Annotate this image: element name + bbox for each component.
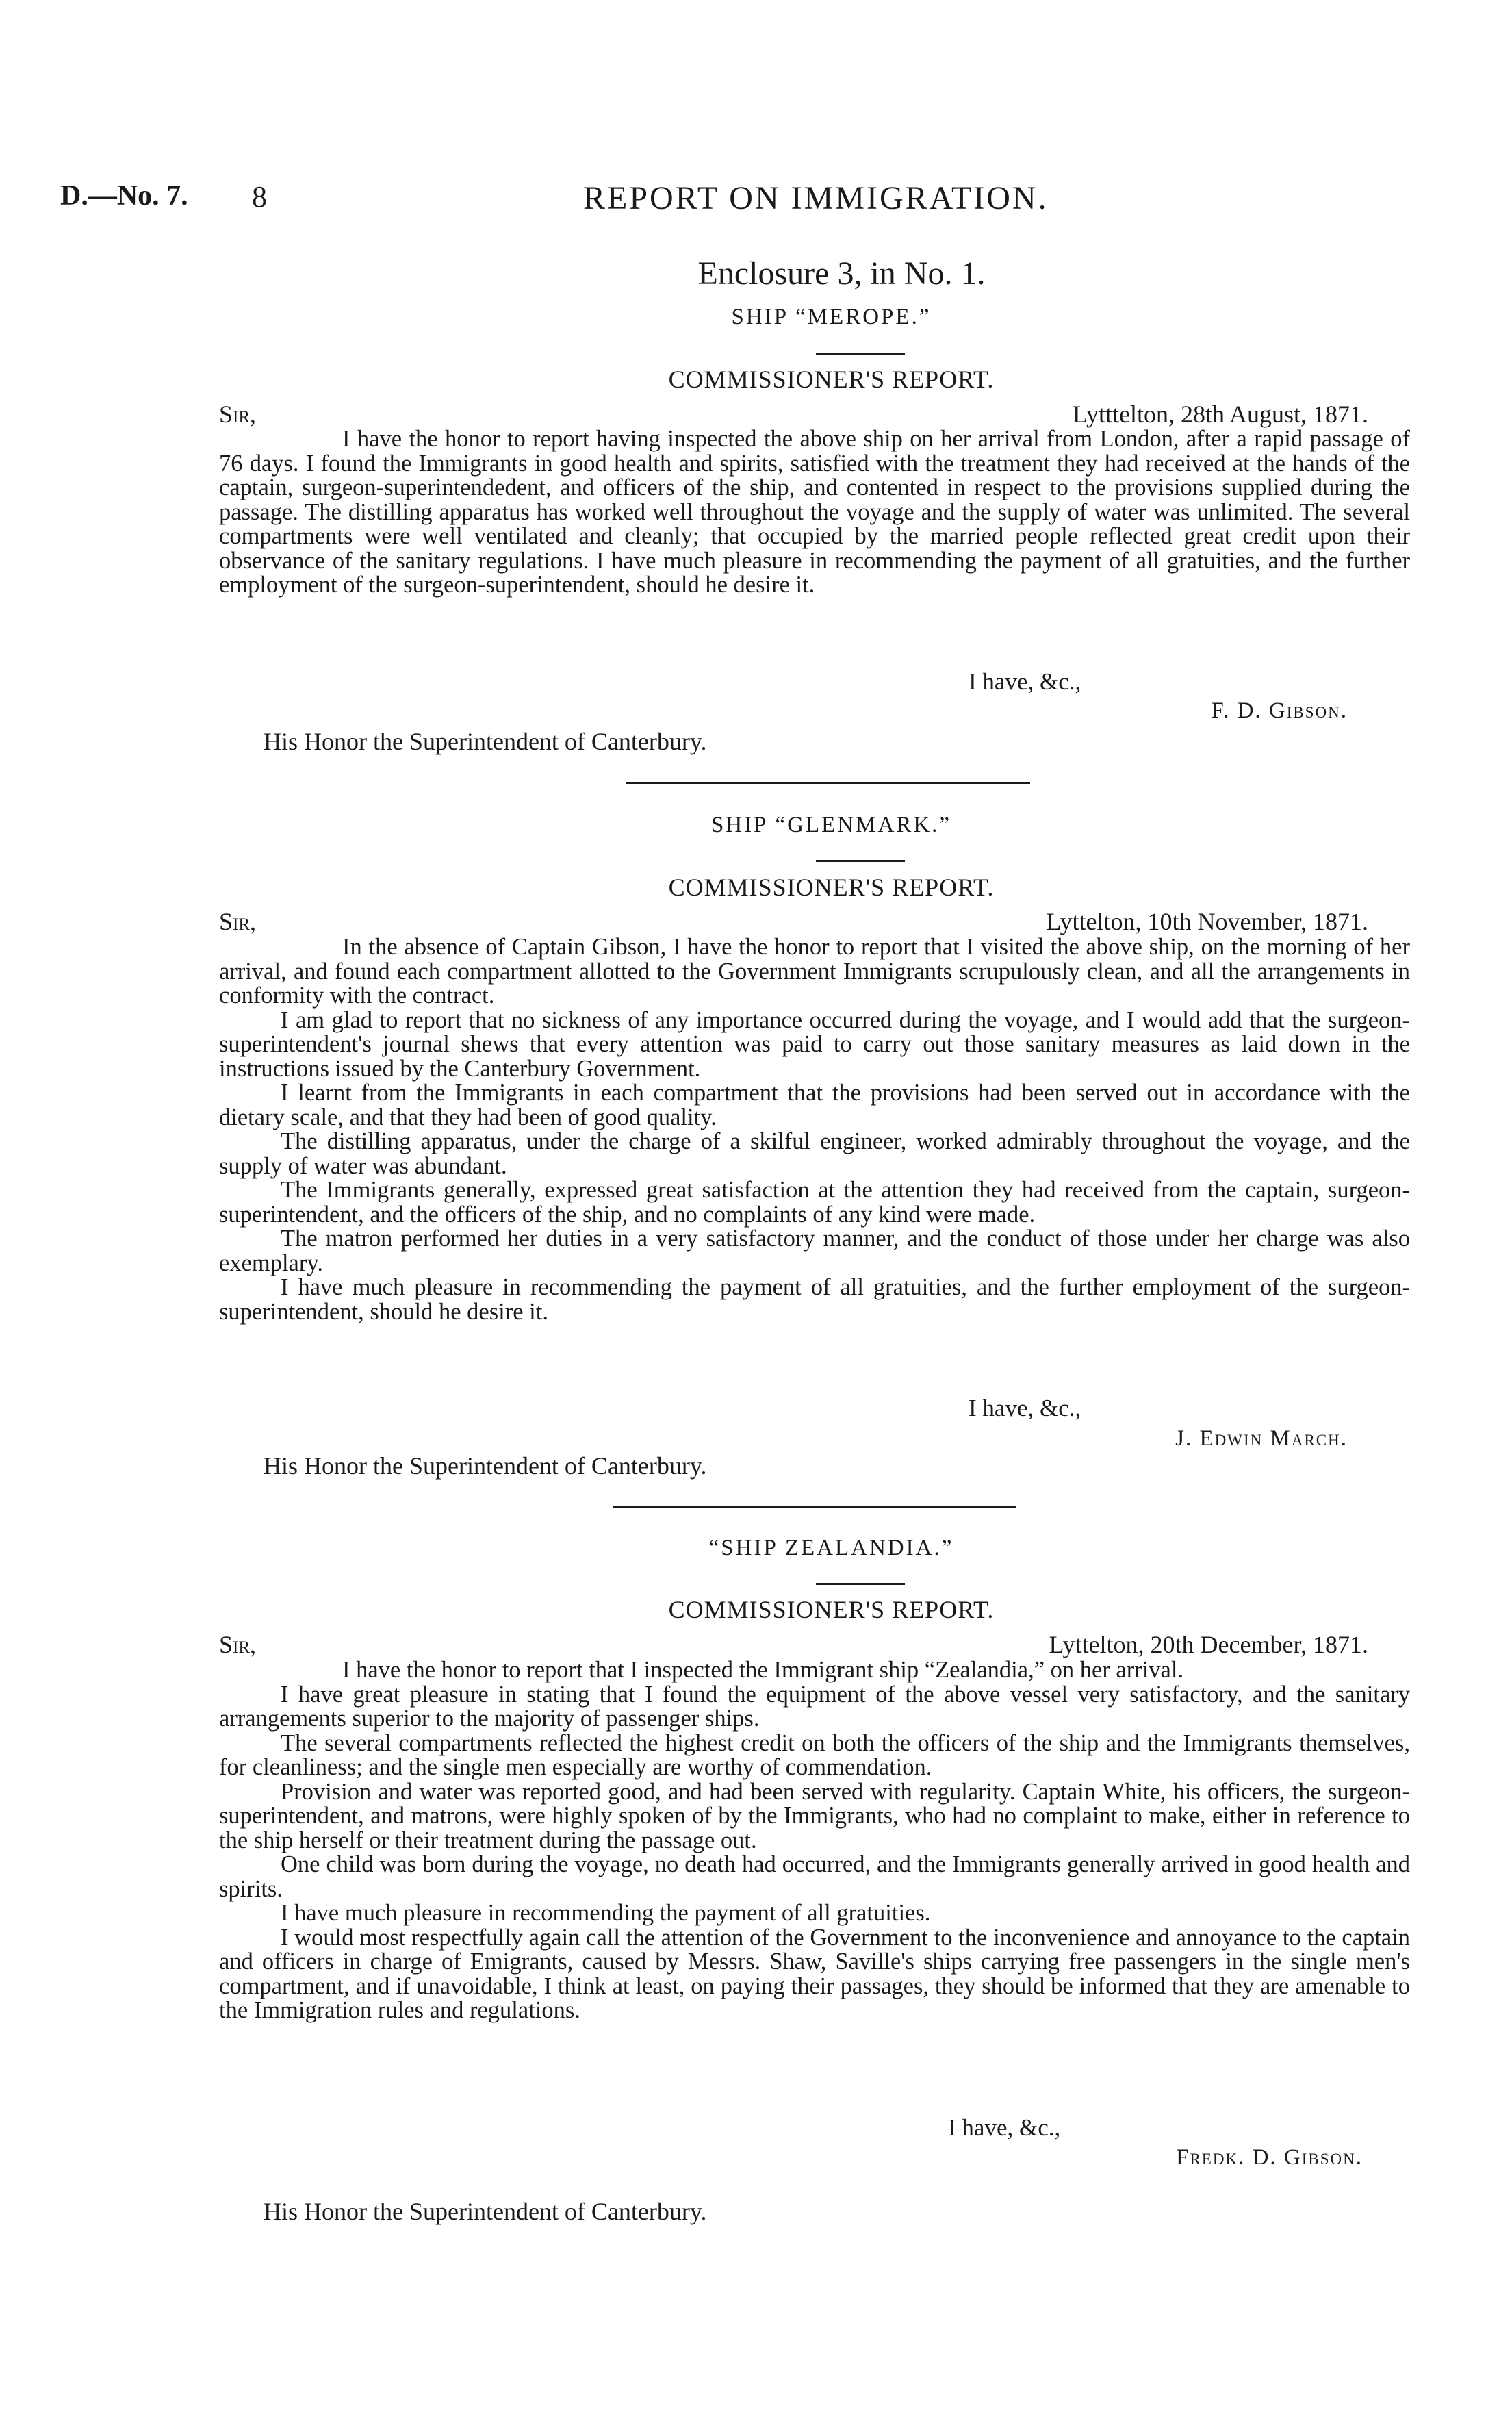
paragraph: I have the honor to report having inspected the above ship on her arrival from London, after a rapid passage of 76 days. I found the Immigrants in good health and spirits, satisfied with the treatment they had received at the hands of the captain, surgeon-superintendedent, and officers of the ship, and contented in respect to the provisions supplied during the passage. The distilling apparatus has worked well throughout the voyage and the supply of water was unlimited. The several compartments were well ventilated and cleanly; that occupied by the married people reflected great credit upon their observance of the sanitary regulations. I have much pleasure in recommending the payment of all gratuities, and the further employment of the surgeon-superintendent, should he desire it. xyxy=(219,426,1410,598)
paragraph: I learnt from the Immigrants in each compartment that the provisions had been served out in accordance with the dietary scale, and that they had been of good quality. xyxy=(219,1080,1410,1130)
commissioner-heading: COMMISSIONER'S REPORT. xyxy=(668,366,995,393)
page-number: 8 xyxy=(252,180,267,214)
signature: Fredk. D. Gibson. xyxy=(1176,2145,1363,2170)
paragraph: The matron performed her duties in a very satisfactory manner, and the conduct of those under her charge was also exemplary. xyxy=(219,1226,1410,1276)
signature: J. Edwin March. xyxy=(1175,1426,1348,1451)
closing: I have, &c., xyxy=(969,1395,1081,1421)
ornament-rule xyxy=(816,860,905,862)
signature: F. D. Gibson. xyxy=(1211,698,1348,723)
paragraph: I would most respectfully again call the attention of the Government to the inconvenience and annoyance to the captain and officers in charge of Emigrants, caused by Messrs. Shaw, Saville's ships carrying free passengers in the single men's compartment, and if unavoidable, I think at least, on paying their passages, they should be informed that they are amenable to the Immigration rules and regulations. xyxy=(219,1924,1410,2023)
report-body-merope xyxy=(219,427,1410,598)
ornament-rule xyxy=(816,353,905,355)
report-body-glenmark xyxy=(219,935,1410,1324)
paragraph: The Immigrants generally, expressed great satisfaction at the attention they had received from the captain, surgeon-superintendent, and the officers of the ship, and no complaints of any kind were made. xyxy=(219,1177,1410,1228)
salutation: Sir, xyxy=(219,401,257,428)
paragraph: I have great pleasure in stating that I found the equipment of the above vessel very satisfactory, and the sanitary arrangements superior to the majority of passenger ships. xyxy=(219,1681,1410,1732)
closing: I have, &c., xyxy=(948,2114,1061,2141)
salutation: Sir, xyxy=(219,908,257,935)
document-reference: D.—No. 7. xyxy=(60,180,188,212)
addressee: His Honor the Superintendent of Canterbury. xyxy=(264,1452,707,1480)
enclosure-heading: Enclosure 3, in No. 1. xyxy=(697,255,986,292)
salutation: Sir, xyxy=(219,1631,257,1658)
paragraph: The distilling apparatus, under the charge of a skilful engineer, worked admirably throughout the voyage, and the supply of water was abundant. xyxy=(219,1128,1410,1179)
paragraph: I have much pleasure in recommending the payment of all gratuities, and the further employment of the surgeon-superintendent, should he desire it. xyxy=(219,1274,1410,1325)
commissioner-heading: COMMISSIONER'S REPORT. xyxy=(668,1596,995,1623)
paragraph: In the absence of Captain Gibson, I have the honor to report that I visited the above ship, on the morning of her arrival, and found each compartment allotted to the Government Immigrants scrupulously clean, and all the arrangements in conformity with the contract. xyxy=(219,934,1410,1009)
paragraph: I am glad to report that no sickness of any importance occurred during the voyage, and I would add that the surgeon-superintendent's journal shews that every attention was paid to carry out those sanitary measures as laid down in the instructions issued by the Canterbury Government. xyxy=(219,1006,1410,1082)
paragraph: I have the honor to report that I inspected the Immigrant ship “Zealandia,” on her arrival. xyxy=(342,1657,1184,1683)
page-title: REPORT ON IMMIGRATION. xyxy=(583,180,1049,216)
closing: I have, &c., xyxy=(969,668,1081,695)
place-date: Lytttelton, 28th August, 1871. xyxy=(1072,401,1368,428)
paragraph: Provision and water was reported good, and had been served with regularity. Captain White, his officers, the surgeon-superintendent, and matrons, were highly spoken of by the Immigrants, who had no complaint to make, either in reference to the ship herself or their treatment during the passage out. xyxy=(219,1778,1410,1853)
report-body-zealandia xyxy=(219,1658,1410,2023)
place-date: Lyttelton, 20th December, 1871. xyxy=(1049,1631,1368,1658)
commissioner-heading: COMMISSIONER'S REPORT. xyxy=(668,874,995,901)
ornament-rule xyxy=(816,1583,905,1585)
paragraph: The several compartments reflected the highest credit on both the officers of the ship and the Immigrants themselves, for cleanliness; and the single men especially are worthy of commendation. xyxy=(219,1729,1410,1780)
ship-heading-zealandia: “SHIP ZEALANDIA.” xyxy=(708,1536,954,1560)
place-date: Lyttelton, 10th November, 1871. xyxy=(1046,908,1368,935)
addressee: His Honor the Superintendent of Canterbury. xyxy=(264,2198,707,2225)
section-divider xyxy=(613,1506,1016,1508)
section-divider xyxy=(626,782,1030,784)
addressee: His Honor the Superintendent of Canterbury. xyxy=(264,728,707,755)
ship-heading-glenmark: SHIP “GLENMARK.” xyxy=(710,813,952,837)
paragraph: I have much pleasure in recommending the payment of all gratuities. xyxy=(281,1900,931,1926)
paragraph: One child was born during the voyage, no death had occurred, and the Immigrants generally arrived in good health and spirits. xyxy=(219,1851,1410,1902)
ship-heading-merope: SHIP “MEROPE.” xyxy=(731,305,932,329)
